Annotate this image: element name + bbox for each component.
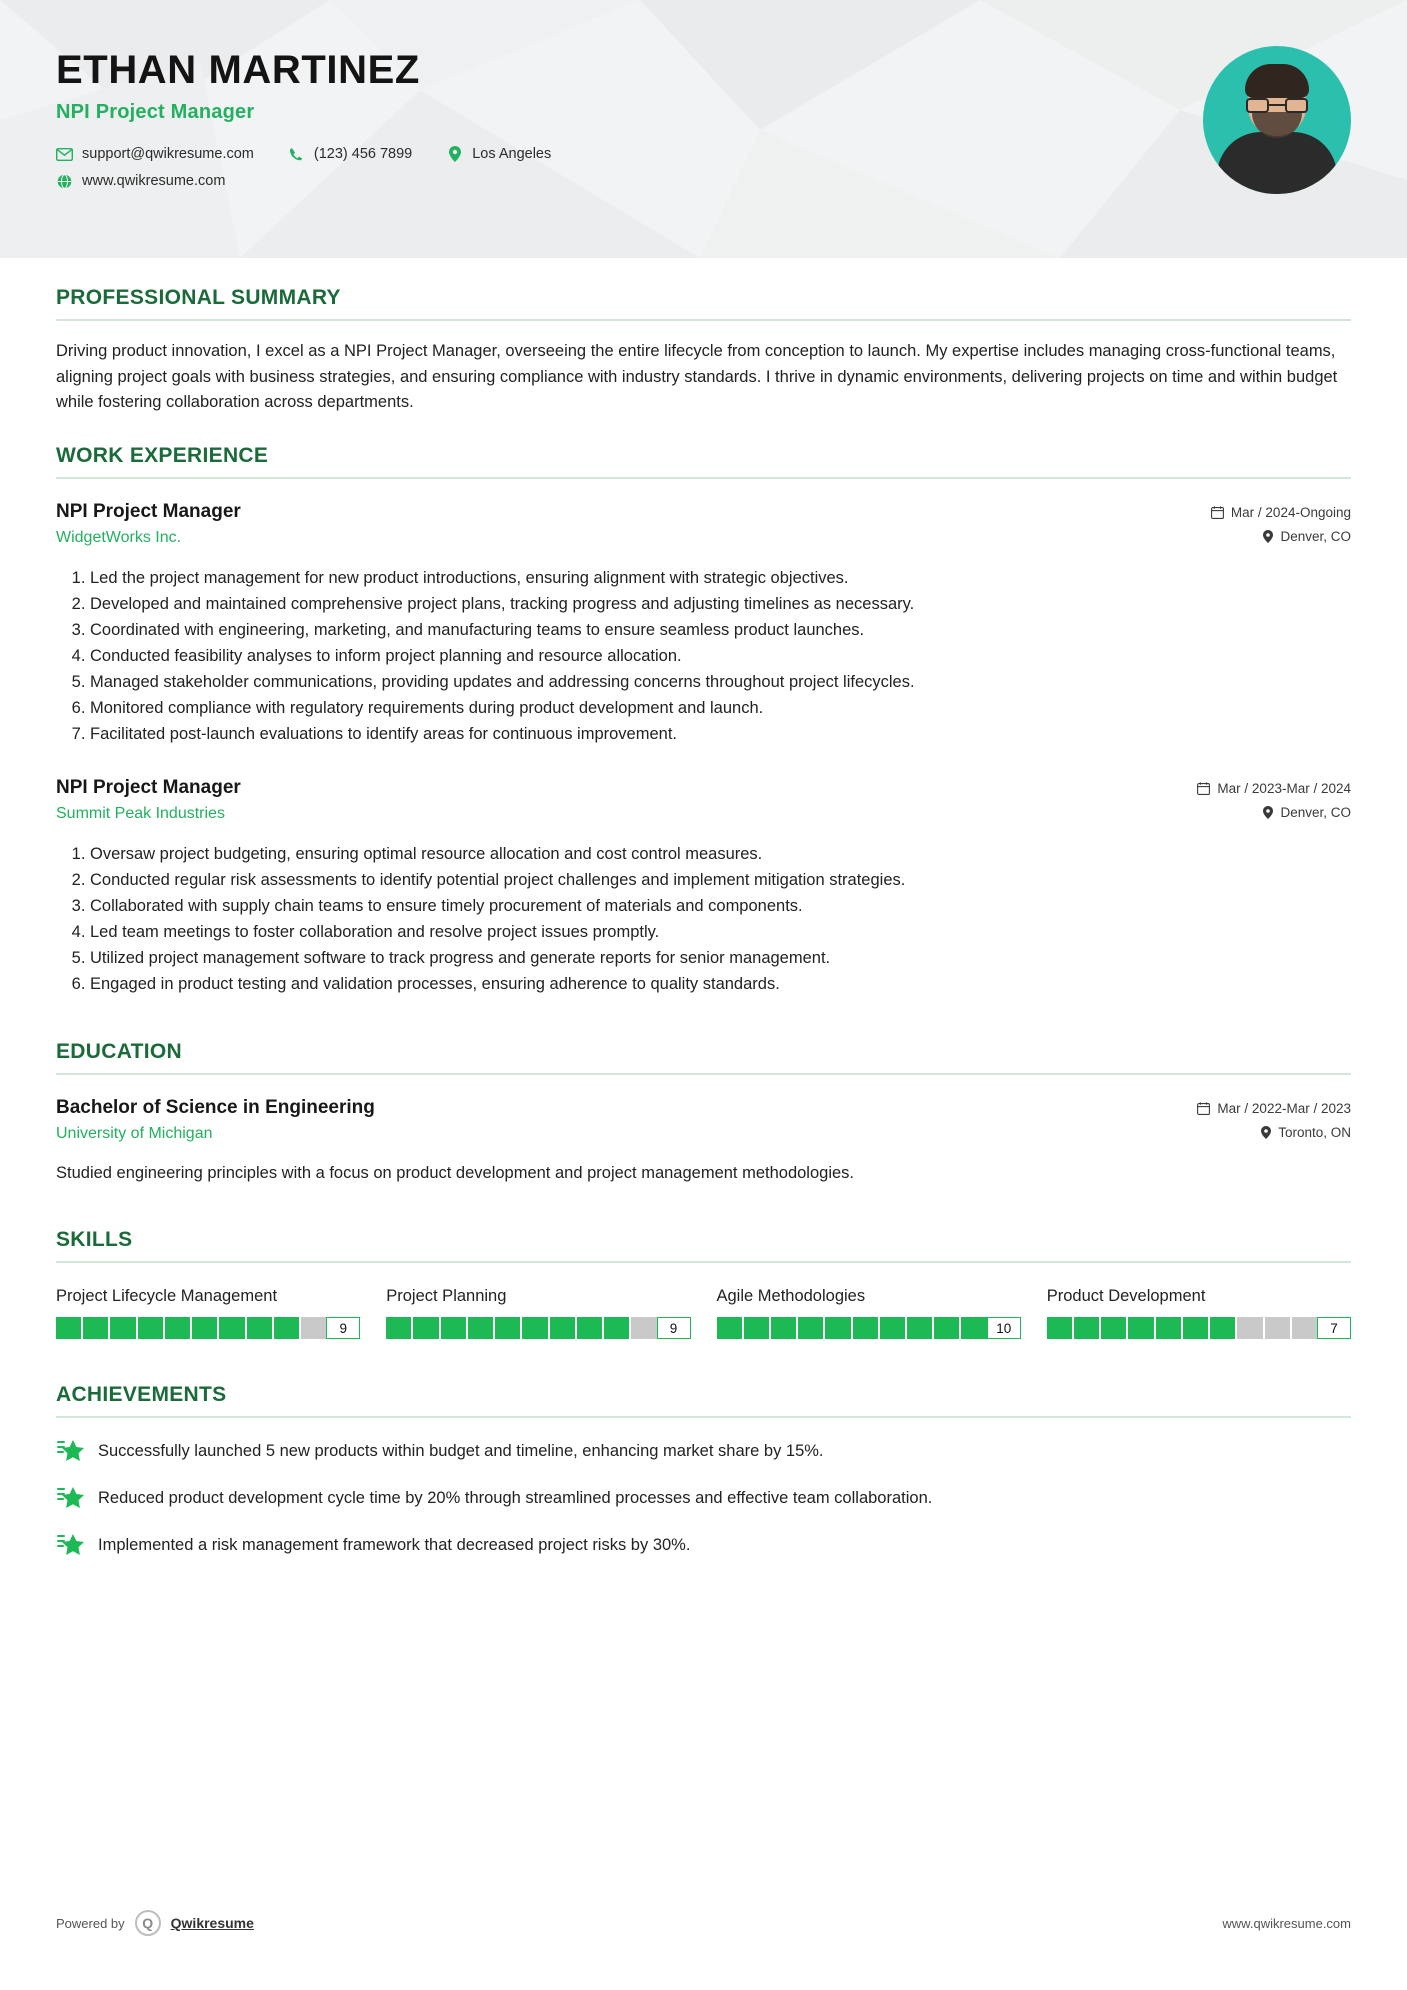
qwikresume-logo-icon: Q xyxy=(135,1910,161,1936)
location-pin-icon xyxy=(446,146,463,163)
job-bullets xyxy=(56,841,1351,997)
job-bullet: 7. Facilitated post-launch evaluations to identify areas for continuous improvement. xyxy=(90,721,1351,747)
page-footer xyxy=(56,1910,1351,1936)
education-dates-text: Mar / 2022-Mar / 2023 xyxy=(1217,1100,1351,1116)
skill-bar xyxy=(56,1317,326,1339)
candidate-name: ETHAN MARTINEZ xyxy=(56,48,420,92)
job-dates xyxy=(1211,505,1351,520)
job-bullet: 2. Developed and maintained comprehensive project plans, tracking progress and adjusting timelines as necessary. xyxy=(90,591,1351,617)
skills-grid xyxy=(56,1285,1351,1339)
contact-location-text: Los Angeles xyxy=(472,146,552,163)
job-location-text: Denver, CO xyxy=(1280,528,1351,544)
skill-name: Product Development xyxy=(1046,1287,1206,1306)
star-badge-icon xyxy=(56,1485,84,1511)
section-professional-summary xyxy=(56,286,1351,416)
contact-website[interactable] xyxy=(56,173,225,190)
achievement-text: Implemented a risk management framework that decreased project risks by 30%. xyxy=(98,1536,691,1555)
contact-email[interactable] xyxy=(56,146,254,163)
candidate-role: NPI Project Manager xyxy=(56,100,255,123)
job-dates xyxy=(1197,781,1351,796)
skill-name: Agile Methodologies xyxy=(716,1287,866,1306)
achievement-text: Successfully launched 5 new products within budget and timeline, enhancing market share by 15%. xyxy=(98,1442,824,1461)
skill-bar xyxy=(717,1317,987,1339)
education-location xyxy=(1197,1125,1351,1140)
skill-item xyxy=(1047,1285,1351,1339)
section-title-achievements: ACHIEVEMENTS xyxy=(56,1383,227,1407)
section-education xyxy=(56,1040,1351,1187)
achievements-list xyxy=(56,1438,1351,1558)
job-company: WidgetWorks Inc. xyxy=(56,528,182,546)
skill-item xyxy=(717,1285,1021,1339)
section-divider xyxy=(56,1261,1351,1263)
skill-bar xyxy=(386,1317,656,1339)
skill-name: Project Planning xyxy=(386,1287,507,1306)
contact-email-text: support@qwikresume.com xyxy=(82,146,254,163)
achievement-item xyxy=(56,1485,1351,1511)
calendar-icon xyxy=(1197,782,1210,795)
job-location-text: Denver, CO xyxy=(1280,805,1351,821)
section-title-experience: WORK EXPERIENCE xyxy=(56,443,269,467)
location-pin-icon xyxy=(1263,530,1273,543)
contact-details xyxy=(56,146,1351,190)
contact-location xyxy=(446,146,551,163)
education-degree: Bachelor of Science in Engineering xyxy=(56,1096,375,1118)
skill-item xyxy=(56,1285,360,1339)
avatar-hair xyxy=(1245,64,1309,98)
job-title: NPI Project Manager xyxy=(56,777,241,799)
contact-row-primary xyxy=(56,146,1351,163)
section-work-experience xyxy=(56,444,1351,998)
education-dates xyxy=(1197,1101,1351,1116)
job-bullets xyxy=(56,565,1351,747)
skill-name: Project Lifecycle Management xyxy=(56,1287,278,1306)
job-bullet: 2. Conducted regular risk assessments to identify potential project challenges and implement mitigation strategies. xyxy=(90,867,1351,893)
job-bullet: 6. Engaged in product testing and validation processes, ensuring adherence to quality standards. xyxy=(90,971,1351,997)
skill-item xyxy=(386,1285,690,1339)
section-divider xyxy=(56,1416,1351,1418)
contact-website-text: www.qwikresume.com xyxy=(82,173,226,190)
experience-entry xyxy=(56,501,1351,747)
job-dates-text: Mar / 2024-Ongoing xyxy=(1230,504,1351,520)
job-bullet: 4. Conducted feasibility analyses to inform project planning and resource allocation. xyxy=(90,643,1351,669)
envelope-icon xyxy=(56,146,73,163)
contact-row-secondary xyxy=(56,173,1351,190)
job-company: Summit Peak Industries xyxy=(56,805,225,823)
calendar-icon xyxy=(1197,1102,1210,1115)
skill-score: 10 xyxy=(987,1317,1021,1339)
avatar xyxy=(1203,46,1351,194)
location-pin-icon xyxy=(1263,806,1273,819)
education-school: University of Michigan xyxy=(56,1124,213,1142)
section-skills xyxy=(56,1228,1351,1339)
job-bullet: 1. Oversaw project budgeting, ensuring optimal resource allocation and cost control measures. xyxy=(90,841,1351,867)
education-location-text: Toronto, ON xyxy=(1278,1124,1351,1140)
achievement-item xyxy=(56,1438,1351,1464)
achievement-item xyxy=(56,1532,1351,1558)
section-divider xyxy=(56,1073,1351,1075)
section-title-skills: SKILLS xyxy=(56,1228,133,1252)
contact-phone[interactable] xyxy=(288,146,412,163)
achievement-text: Reduced product development cycle time by 20% through streamlined processes and effective team collaboration. xyxy=(98,1489,933,1508)
avatar-glasses xyxy=(1246,98,1308,113)
section-divider xyxy=(56,319,1351,321)
education-entry xyxy=(56,1097,1351,1187)
job-bullet: 3. Collaborated with supply chain teams to ensure timely procurement of materials and components. xyxy=(90,893,1351,919)
footer-brand-link[interactable]: Qwikresume xyxy=(170,1915,254,1931)
job-bullet: 4. Led team meetings to foster collaboration and resolve project issues promptly. xyxy=(90,919,1351,945)
job-bullet: 5. Utilized project management software to track progress and generate reports for senior management. xyxy=(90,945,1351,971)
summary-text: Driving product innovation, I excel as a NPI Project Manager, overseeing the entire lifecycle from conception to launch. My expertise includes managing cross-functional teams, aligning project goals with business strategies, and ensuring compliance with industry standards. I thrive in dynamic environments, delivering projects on time and within budget while fostering collaboration across departments. xyxy=(56,342,1338,412)
section-title-summary: PROFESSIONAL SUMMARY xyxy=(56,286,341,309)
job-location xyxy=(1197,805,1351,820)
footer-powered-by: Powered by xyxy=(56,1915,125,1931)
skill-bar xyxy=(1047,1317,1317,1339)
avatar-body xyxy=(1217,132,1337,194)
job-location xyxy=(1211,529,1351,544)
location-pin-icon xyxy=(1261,1126,1271,1139)
contact-phone-text: (123) 456 7899 xyxy=(313,146,413,163)
globe-icon xyxy=(56,173,73,190)
footer-url[interactable]: www.qwikresume.com xyxy=(1222,1915,1351,1931)
experience-entry xyxy=(56,777,1351,997)
skill-score: 9 xyxy=(326,1317,360,1339)
calendar-icon xyxy=(1211,506,1224,519)
section-title-education: EDUCATION xyxy=(56,1039,182,1063)
section-divider xyxy=(56,477,1351,479)
resume-body xyxy=(0,286,1407,1558)
star-badge-icon xyxy=(56,1438,84,1464)
footer-branding xyxy=(56,1910,254,1936)
job-bullet: 1. Led the project management for new product introductions, ensuring alignment with strategic objectives. xyxy=(90,565,1351,591)
education-description: Studied engineering principles with a focus on product development and project management methodologies. xyxy=(56,1163,855,1182)
resume-header xyxy=(0,0,1407,258)
skill-score: 7 xyxy=(1317,1317,1351,1339)
skill-score: 9 xyxy=(657,1317,691,1339)
section-achievements xyxy=(56,1383,1351,1558)
star-badge-icon xyxy=(56,1532,84,1558)
job-bullet: 6. Monitored compliance with regulatory requirements during product development and launch. xyxy=(90,695,1351,721)
job-dates-text: Mar / 2023-Mar / 2024 xyxy=(1217,781,1351,797)
job-title: NPI Project Manager xyxy=(56,500,241,522)
phone-icon xyxy=(288,146,305,163)
job-bullet: 5. Managed stakeholder communications, providing updates and addressing concerns throughout project lifecycles. xyxy=(90,669,1351,695)
job-bullet: 3. Coordinated with engineering, marketing, and manufacturing teams to ensure seamless product launches. xyxy=(90,617,1351,643)
